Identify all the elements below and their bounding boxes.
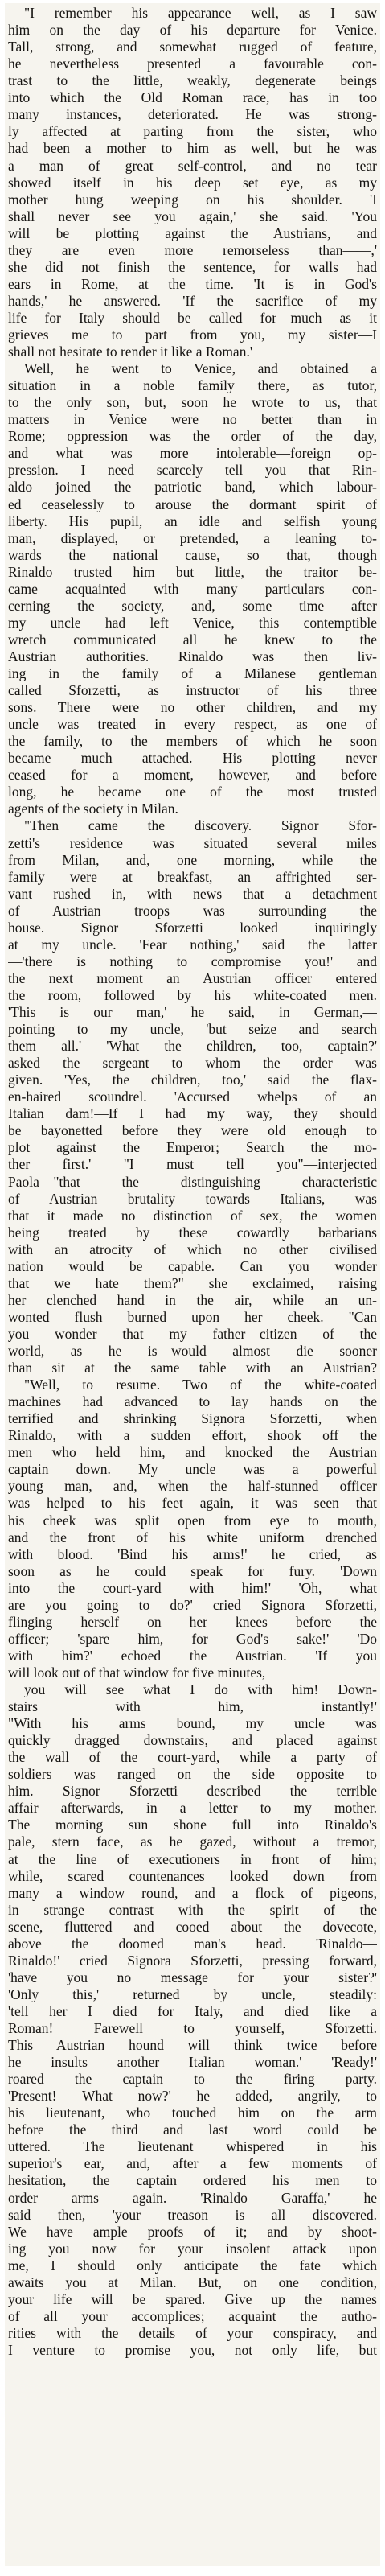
text-line: long, he became one of the most trusted [8,784,377,800]
text-line: Rome; oppression was the order of the day, [8,428,377,445]
text-line: liberty. His pupil, an idle and selfish young [8,512,377,529]
text-line: that we hate them?" she exclaimed, raising [8,1274,377,1291]
text-line: plot against the Emperor; Search the mo- [8,1139,377,1156]
text-line: her clenched hand in the air, while an un- [8,1291,377,1308]
text-line: ceased for a moment, however, and before [8,767,377,784]
text-line: rities with the details of your conspiracy, and [8,2324,377,2341]
text-line: a man of great self-control, and no tear [8,157,377,174]
text-line: pale, stern face, as he gazed, without a tremor, [8,1833,377,1850]
text-line: Paola—"that the distinguishing characteristic [8,1173,377,1190]
text-line: vant rushed in, with news that a detachment [8,885,377,902]
text-line: 'Only this,' returned by uncle, steadily: [8,1985,377,2002]
text-line: sons. There were no other children, and my [8,699,377,716]
text-line: at the line of executioners in front of him; [8,1850,377,1867]
text-line: that it made no distinction of sex, the women [8,1207,377,1224]
text-line: while, scared countenances looked down from [8,1867,377,1884]
text-line: you wonder that my father—citizen of the [8,1325,377,1342]
text-line: shall not hesitate to render it like a Roman.' [8,344,252,360]
text-line: soldiers was ranged on the side opposite to [8,1766,377,1783]
text-line: Roman! Farewell to yourself, Sforzetti. [8,2020,377,2036]
text-line: life for Italy should be called for—much as it [8,309,377,326]
text-line: "Well, to resume. Two of the white-coated [24,1376,377,1393]
text-line: men who held him, and knocked the Austrian [8,1444,377,1461]
text-line: awaits you at Milan. But, on one condition, [8,2274,377,2290]
text-line: before the third and last word could be [8,2121,377,2138]
text-line: mother hung weeping on his shoulder. 'I [8,191,377,208]
text-line: pression. I need scarcely tell you that Rin- [8,462,377,479]
text-line: you will see what I do with him! Down- [24,1681,377,1697]
text-line: his cheek was split open from eye to mouth, [8,1512,377,1529]
text-line: wards the national cause, so that, though [8,546,377,563]
text-line: than sit at the same table with an Austrian? [8,1360,377,1376]
text-line: being treated by these cowardly barbarians [8,1224,377,1241]
text-line: matters in Venice were no better than in [8,411,377,428]
text-line: agents of the society in Milan. [8,800,178,817]
text-line: zetti's residence was situated several miles [8,834,377,851]
text-line: will look out of that window for five minutes, [8,1664,266,1681]
text-line: machines had advanced to lay hands on the [8,1393,377,1410]
text-line: "I remember his appearance well, as I saw [24,5,377,21]
text-line: called Sforzetti, as instructor of his three [8,682,377,698]
text-line: of Austrian troops was surrounding the [8,902,377,919]
text-line: en-haired scoundrel. 'Accursed whelps of an [8,1088,377,1105]
text-line: with him?' echoed the Austrian. 'If you [8,1647,377,1664]
text-line: me, I should only anticipate the fate which [8,2257,377,2274]
text-line: ing in the family of a Milanese gentleman [8,665,377,681]
text-line: hesitation, the captain ordered his men to [8,2172,377,2189]
text-line: your life will be spared. Give up the names [8,2290,377,2307]
text-line: wonted flush burned upon her cheek. "Can [8,1308,377,1325]
text-line: him on the day of his departure for Venice. [8,22,377,39]
text-line: Rinaldo!' cried Signora Sforzetti, pressing forward, [8,1952,377,1969]
text-line: Rinaldo, with a sudden effort, shook off the [8,1427,377,1444]
text-line: Well, he went to Venice, and obtained a [24,360,377,377]
text-line: of Austrian brutality towards Italians, was [8,1190,377,1207]
text-line: uttered. The lieutenant whispered in his [8,2138,377,2155]
text-line: young man, and, when the half-stunned officer [8,1478,377,1495]
text-line: at my uncle. 'Fear nothing,' said the latter [8,936,377,953]
text-line: the wall of the court-yard, while a party of [8,1749,377,1766]
text-line: many a window round, and a flock of pigeons, [8,1884,377,1901]
text-line: became much attached. His plotting never [8,750,377,767]
text-line: Italian dam!—If I had my way, they should [8,1105,377,1122]
text-line: Tall, strong, and somewhat rugged of feature, [8,39,377,56]
text-line: will be plotting against the Austrians, and [8,224,377,241]
text-line: came acquainted with many particulars con- [8,580,377,597]
text-line: I venture to promise you, not only life, but [8,2341,377,2358]
text-line: of all your accomplices; acquaint the autho- [8,2307,377,2324]
text-line: ly affected at parting from the sister, who [8,123,377,140]
text-line: in strange contrast with the spirit of the [8,1901,377,1918]
text-line: superior's ear, and, after a few moments of [8,2155,377,2172]
text-line: they are even more remorseless than——,' [8,241,377,258]
text-line: shall never see you again,' she said. 'You [8,208,377,224]
text-line: the family, to the members of which he soon [8,733,377,750]
text-line: and what was more intolerable—foreign op- [8,445,377,462]
text-line: house. Signor Sforzetti looked inquiringly [8,919,377,936]
text-line: my uncle had left Venice, this contemptible [8,614,377,631]
text-line: flinging herself on her knees before the [8,1613,377,1630]
text-line: he insults another Italian woman.' 'Ready!' [8,2054,377,2071]
text-line: had been a mother to him as well, but he was [8,140,377,157]
text-line: 'Present! What now?' he added, angrily, to [8,2088,377,2105]
text-line: she did not finish the sentence, for walls had [8,258,377,275]
text-line: hands,' he answered. 'If the sacrifice of my [8,292,377,309]
text-line: the room, followed by his white-coated men. [8,986,377,1003]
text-line: many instances, deteriorated. He was strong- [8,106,377,123]
text-line: given. 'Yes, the children, too,' said the flax- [8,1072,377,1088]
text-line: family were at breakfast, an affrighted ser- [8,868,377,885]
text-line: showed itself in his deep set eye, as my [8,174,377,191]
text-line: them all.' 'What the children, too, captain?' [8,1038,377,1054]
text-line: officer; 'spare him, for God's sake!' 'Do [8,1630,377,1647]
text-line: with an atrocity of which no other civilised [8,1241,377,1257]
text-line: quickly dragged downstairs, and placed against [8,1732,377,1749]
text-line: Rinaldo trusted him but little, the traitor be- [8,563,377,580]
text-line: into which the Old Roman race, has in too [8,89,377,106]
text-line: terrified and shrinking Signora Sforzetti, when [8,1410,377,1427]
text-line: soon as he could speak for fury. 'Down [8,1562,377,1579]
text-line: order arms again. 'Rinaldo Garaffa,' he [8,2189,377,2206]
text-line: affair afterwards, in a letter to my mother. [8,1800,377,1817]
text-line: above the doomed man's head. 'Rinaldo— [8,1935,377,1952]
text-line: scene, fluttered and cooed about the dovecote, [8,1918,377,1935]
text-line: man, displayed, or pretended, a leaning to- [8,529,377,546]
text-line: ing you now for your insolent attack upon [8,2240,377,2257]
text-line: ed ceaselessly to arouse the dormant spirit of [8,496,377,512]
text-line: the next moment an Austrian officer entered [8,969,377,986]
text-line: "With his arms bound, my uncle was [8,1715,377,1732]
text-line: said then, 'your treason is all discovered. [8,2206,377,2223]
text-line: captain down. My uncle was a powerful [8,1461,377,1478]
text-line: Austrian authorities. Rinaldo was then liv- [8,648,377,665]
text-line: 'tell her I died for Italy, and died like a [8,2002,377,2019]
text-line: cerning the society, and, some time after [8,597,377,614]
text-line: and the front of his white uniform drenched [8,1529,377,1545]
text-line: We have ample proofs of it; and by shoot- [8,2223,377,2240]
text-line: world, as he is—would almost die sooner [8,1343,377,1359]
text-line: This Austrian hound will think twice before [8,2037,377,2053]
text-line: "Then came the discovery. Signor Sfor- [24,817,377,834]
text-line: nation would be capable. Can you wonder [8,1257,377,1274]
text-line: situation in a noble family there, as tutor, [8,377,377,394]
text-line: to the only son, but, soon he wrote to us, that [8,394,377,411]
text-line: trast to the little, weakly, degenerate beings [8,72,377,89]
text-line: asked the sergeant to whom the order was [8,1055,377,1072]
text-line: ther first.' "I must tell you"—interjected [8,1156,377,1173]
text-line: from Milan, and, one morning, while the [8,851,377,868]
text-line: was helped to his feet again, it was seen that [8,1495,377,1512]
text-line: grieves me to part from you, my sister—I [8,326,377,343]
text-line: 'This is our man,' he said, in German,— [8,1004,377,1020]
newspaper-column [5,3,380,2566]
text-line: into the court-yard with him!' 'Oh, what [8,1579,377,1596]
text-line: his lieutenant, who touched him on the arm [8,2105,377,2121]
text-line: uncle was treated in every respect, as one of [8,716,377,733]
text-line: aldo joined the patriotic band, which labour- [8,479,377,496]
text-line: he nevertheless presented a favourable con- [8,56,377,72]
text-line: pointing to my uncle, 'but seize and search [8,1021,377,1037]
text-line: him. Signor Sforzetti described the terrible [8,1783,377,1800]
text-line: wretch communicated all he knew to the [8,631,377,648]
text-line: roared the captain to the firing party. [8,2071,377,2088]
text-line: stairs with him, instantly!' [8,1698,377,1714]
text-line: ears in Rome, at the time. 'It is in God's [8,275,377,292]
text-line: with blood. 'Bind his arms!' he cried, as [8,1545,377,1562]
text-line: be bayonetted before they were old enough to [8,1122,377,1139]
text-line: 'have you no message for your sister?' [8,1969,377,1985]
text-line: are you going to do?' cried Signora Sforzetti, [8,1596,377,1613]
text-line: The morning sun shone full into Rinaldo's [8,1817,377,1833]
text-line: —'there is nothing to compromise you!' and [8,953,377,969]
